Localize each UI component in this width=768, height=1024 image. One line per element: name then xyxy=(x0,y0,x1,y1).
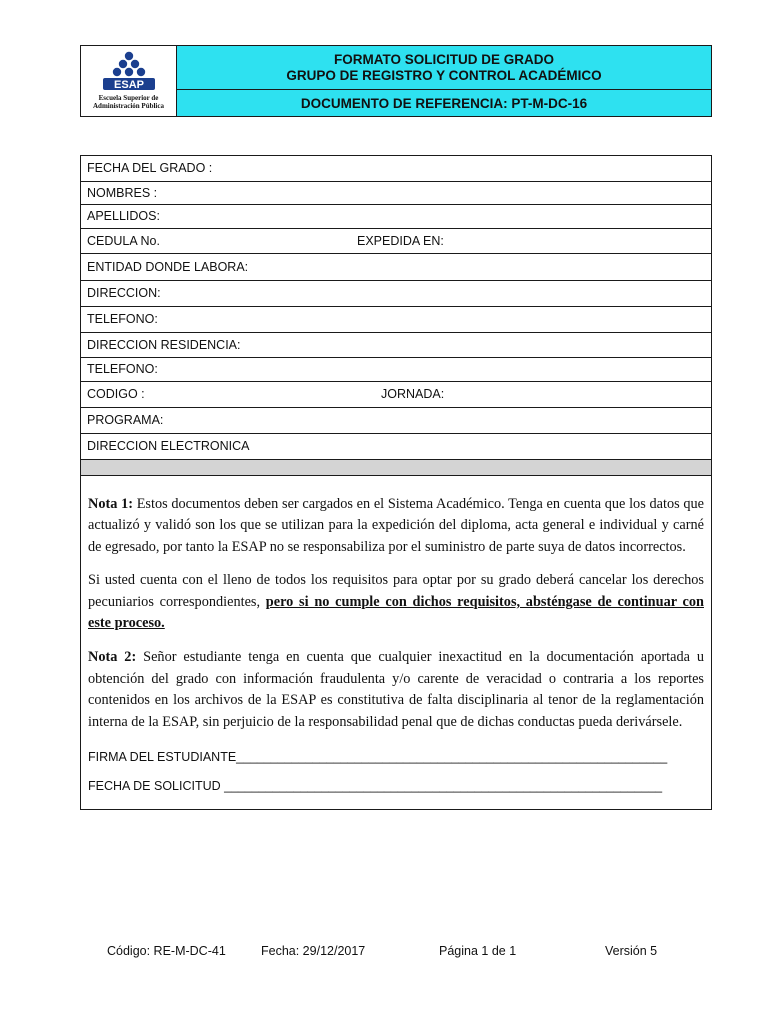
logo-subtitle-line1: Escuela Superior de xyxy=(98,94,159,102)
label-fecha-grado: FECHA DEL GRADO : xyxy=(87,161,213,175)
nota-1 xyxy=(88,494,704,559)
label-cedula: CEDULA No. xyxy=(87,233,160,248)
header-reference: DOCUMENTO DE REFERENCIA: PT-M-DC-16 xyxy=(177,90,711,116)
fecha-solicitud-line[interactable]: FECHA DE SOLICITUD _______________________________________________________________ xyxy=(88,779,663,794)
nota-2-text: Señor estudiante tenga en cuenta que cualquier inexactitud en la documentación aportada u obtención del grado con información fraudulenta y/o carente de veracidad o contraria a los reportes contenidos en los archivos de la ESAP es constitutiva de falta disciplinaria al tenor de la reglamentación interna de la ESAP, sin perjuicio de la responsabilidad penal que de dichas conductas pueda derivársele. xyxy=(88,649,705,730)
logo-subtitle xyxy=(93,94,164,110)
form-table xyxy=(80,155,712,810)
field-direccion[interactable] xyxy=(81,281,711,307)
field-telefono[interactable] xyxy=(81,307,711,333)
requisitos-text: Si usted cuenta con el lleno de todos los requisitos para optar por su grado deberá cancelar los derechos pecuniarios correspondientes, xyxy=(88,572,704,610)
label-codigo: CODIGO : xyxy=(87,387,145,401)
field-direccion-residencia[interactable] xyxy=(81,333,711,358)
header-title-line1: FORMATO SOLICITUD DE GRADO xyxy=(334,51,554,67)
field-codigo[interactable] xyxy=(81,382,711,408)
label-apellidos: APELLIDOS: xyxy=(87,208,160,223)
esap-logo xyxy=(81,46,177,116)
field-fecha-grado[interactable] xyxy=(81,156,711,182)
paragraph-requisitos xyxy=(88,570,704,635)
shaded-separator-row xyxy=(81,460,711,476)
field-telefono-residencia[interactable] xyxy=(81,358,711,382)
field-entidad[interactable] xyxy=(81,254,711,281)
requisitos-warning: pero si no cumple con dichos requisitos, absténgase de continuar con este proceso. xyxy=(88,593,704,632)
field-cedula[interactable] xyxy=(81,229,711,255)
nota-1-text: Estos documentos deben ser cargados en el Sistema Académico. Tenga en cuenta que los datos que actualizó y validó son los que se utilizan para la expedición del diploma, acta general e individual y carné de egresado, por tanto la ESAP no se responsabiliza por el suministro de parte suya de datos incorrectos. xyxy=(88,495,704,555)
label-nombres: NOMBRES : xyxy=(87,185,158,200)
footer-version: Versión 5 xyxy=(605,944,658,958)
field-direccion-electronica[interactable] xyxy=(81,434,711,460)
field-nombres[interactable] xyxy=(81,182,711,205)
label-programa: PROGRAMA: xyxy=(87,412,164,427)
svg-text:ESAP: ESAP xyxy=(113,79,144,91)
label-expedida: EXPEDIDA EN: xyxy=(357,233,444,248)
label-jornada: JORNADA: xyxy=(381,387,445,401)
label-direccion: DIRECCION: xyxy=(87,286,161,300)
document-header xyxy=(80,45,712,117)
label-direccion-residencia: DIRECCION RESIDENCIA: xyxy=(87,338,241,352)
nota-2-label: Nota 2: xyxy=(88,649,137,666)
footer-codigo: Código: RE-M-DC-41 xyxy=(107,944,226,958)
firma-estudiante-line[interactable]: FIRMA DEL ESTUDIANTE______________________________________________________________ xyxy=(88,750,668,765)
footer-fecha: Fecha: 29/12/2017 xyxy=(261,944,366,958)
label-entidad: ENTIDAD DONDE LABORA: xyxy=(87,260,249,274)
nota-1-label: Nota 1: xyxy=(88,495,133,512)
label-telefono-residencia: TELEFONO: xyxy=(87,362,158,376)
footer-pagina: Página 1 de 1 xyxy=(439,944,517,958)
notes-section xyxy=(81,476,711,810)
label-direccion-electronica: DIRECCION ELECTRONICA xyxy=(87,438,250,453)
header-title-block xyxy=(177,46,711,90)
header-title-line2: GRUPO DE REGISTRO Y CONTROL ACADÉMICO xyxy=(286,67,602,83)
esap-logo-icon xyxy=(99,50,159,94)
field-apellidos[interactable] xyxy=(81,205,711,229)
label-telefono: TELEFONO: xyxy=(87,312,158,326)
field-programa[interactable] xyxy=(81,408,711,434)
logo-subtitle-line2: Administración Pública xyxy=(93,102,164,110)
nota-2 xyxy=(88,647,704,733)
